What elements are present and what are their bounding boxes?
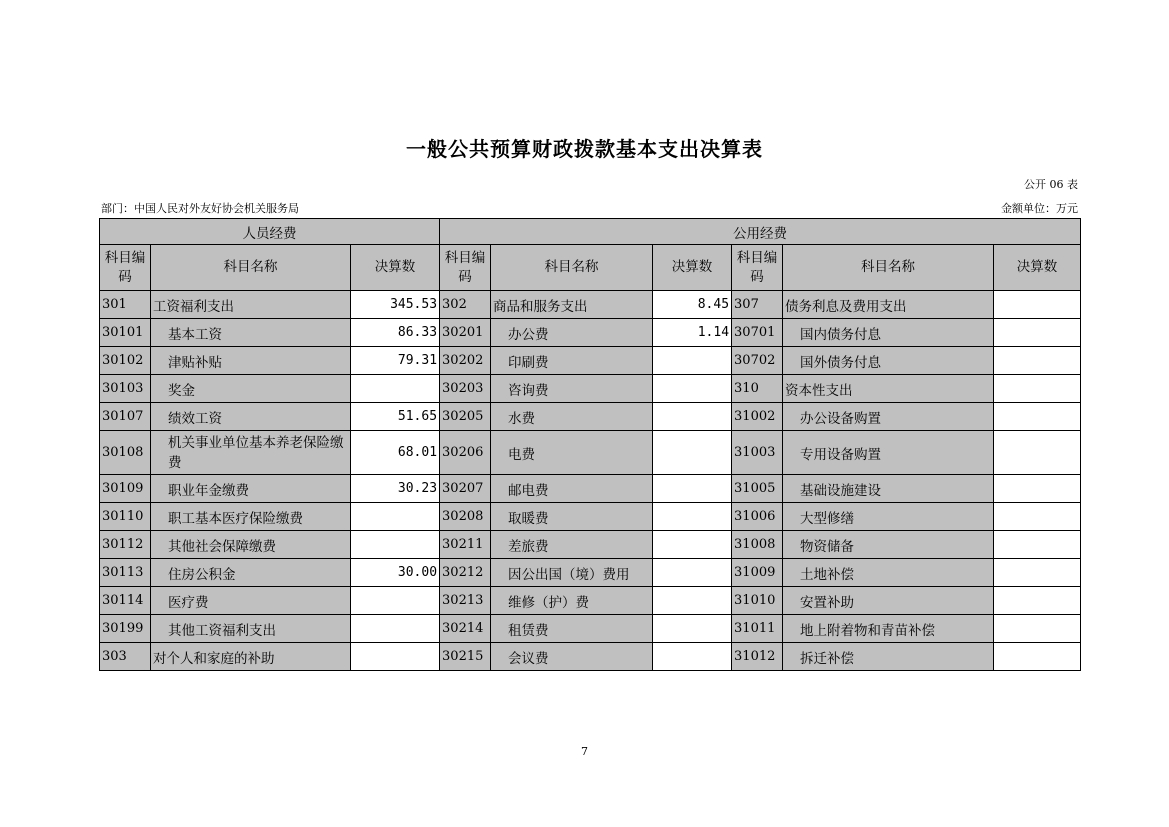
capital-code-cell: 310 xyxy=(732,375,783,403)
public-amount-cell xyxy=(653,643,732,671)
personnel-name-cell: 职工基本医疗保险缴费 xyxy=(151,503,351,531)
capital-name-cell: 地上附着物和青苗补偿 xyxy=(783,615,994,643)
header-name-2: 科目名称 xyxy=(491,245,653,291)
public-name-cell: 因公出国（境）费用 xyxy=(491,559,653,587)
public-name-cell: 咨询费 xyxy=(491,375,653,403)
capital-name-cell: 专用设备购置 xyxy=(783,431,994,475)
capital-name-cell: 土地补偿 xyxy=(783,559,994,587)
public-name-cell: 印刷费 xyxy=(491,347,653,375)
personnel-amount-cell xyxy=(351,531,440,559)
personnel-name-cell: 医疗费 xyxy=(151,587,351,615)
table-title: 一般公共预算财政拨款基本支出决算表 xyxy=(406,137,763,161)
capital-amount-cell xyxy=(994,431,1081,475)
personnel-name-cell: 职业年金缴费 xyxy=(151,475,351,503)
capital-amount-cell xyxy=(994,643,1081,671)
public-code-cell: 30211 xyxy=(440,531,491,559)
personnel-code-cell: 30199 xyxy=(100,615,151,643)
capital-code-cell: 31010 xyxy=(732,587,783,615)
table-row xyxy=(100,615,1081,643)
capital-code-cell: 30702 xyxy=(732,347,783,375)
public-name-cell: 商品和服务支出 xyxy=(491,291,653,319)
personnel-code-cell: 30112 xyxy=(100,531,151,559)
header-amount-2: 决算数 xyxy=(653,245,732,291)
header-amount-3: 决算数 xyxy=(994,245,1081,291)
header-code-2: 科目编码 xyxy=(440,245,491,291)
personnel-amount-cell: 79.31 xyxy=(351,347,440,375)
public-name-cell: 电费 xyxy=(491,431,653,475)
public-code-cell: 30214 xyxy=(440,615,491,643)
group-header-personnel: 人员经费 xyxy=(100,219,440,245)
header-code-1: 科目编码 xyxy=(100,245,151,291)
public-code-cell: 30213 xyxy=(440,587,491,615)
capital-name-cell: 办公设备购置 xyxy=(783,403,994,431)
table-row xyxy=(100,643,1081,671)
capital-code-cell: 31011 xyxy=(732,615,783,643)
personnel-name-cell: 工资福利支出 xyxy=(151,291,351,319)
table-row xyxy=(100,559,1081,587)
public-amount-cell xyxy=(653,403,732,431)
personnel-amount-cell xyxy=(351,587,440,615)
personnel-amount-cell: 86.33 xyxy=(351,319,440,347)
public-amount-cell xyxy=(653,375,732,403)
table-row xyxy=(100,403,1081,431)
personnel-amount-cell: 345.53 xyxy=(351,291,440,319)
page-number: 7 xyxy=(581,745,588,758)
personnel-code-cell: 30109 xyxy=(100,475,151,503)
capital-amount-cell xyxy=(994,375,1081,403)
public-amount-cell: 8.45 xyxy=(653,291,732,319)
personnel-name-cell: 其他工资福利支出 xyxy=(151,615,351,643)
capital-code-cell: 30701 xyxy=(732,319,783,347)
personnel-code-cell: 30110 xyxy=(100,503,151,531)
public-code-cell: 30215 xyxy=(440,643,491,671)
group-header-row xyxy=(100,219,1081,245)
header-name-1: 科目名称 xyxy=(151,245,351,291)
capital-code-cell: 31008 xyxy=(732,531,783,559)
public-code-cell: 30207 xyxy=(440,475,491,503)
capital-amount-cell xyxy=(994,559,1081,587)
public-name-cell: 租赁费 xyxy=(491,615,653,643)
capital-code-cell: 307 xyxy=(732,291,783,319)
capital-name-cell: 债务利息及费用支出 xyxy=(783,291,994,319)
public-amount-cell xyxy=(653,559,732,587)
personnel-name-cell: 其他社会保障缴费 xyxy=(151,531,351,559)
personnel-code-cell: 30102 xyxy=(100,347,151,375)
public-name-cell: 水费 xyxy=(491,403,653,431)
public-code-cell: 30205 xyxy=(440,403,491,431)
personnel-code-cell: 30113 xyxy=(100,559,151,587)
expenditure-table xyxy=(99,218,1081,671)
personnel-amount-cell: 30.23 xyxy=(351,475,440,503)
capital-amount-cell xyxy=(994,531,1081,559)
public-name-cell: 差旅费 xyxy=(491,531,653,559)
capital-name-cell: 国外债务付息 xyxy=(783,347,994,375)
capital-name-cell: 大型修缮 xyxy=(783,503,994,531)
public-amount-cell xyxy=(653,531,732,559)
capital-name-cell: 拆迁补偿 xyxy=(783,643,994,671)
personnel-amount-cell xyxy=(351,643,440,671)
public-code-cell: 30208 xyxy=(440,503,491,531)
public-code-cell: 30201 xyxy=(440,319,491,347)
public-amount-cell: 1.14 xyxy=(653,319,732,347)
public-amount-cell xyxy=(653,615,732,643)
personnel-name-cell: 津贴补贴 xyxy=(151,347,351,375)
capital-code-cell: 31009 xyxy=(732,559,783,587)
personnel-name-cell: 对个人和家庭的补助 xyxy=(151,643,351,671)
capital-amount-cell xyxy=(994,291,1081,319)
table-row xyxy=(100,347,1081,375)
personnel-code-cell: 30107 xyxy=(100,403,151,431)
form-number: 公开 06 表 xyxy=(1024,178,1078,191)
capital-amount-cell xyxy=(994,319,1081,347)
personnel-code-cell: 30114 xyxy=(100,587,151,615)
unit-label: 金额单位：万元 xyxy=(1001,202,1078,215)
public-name-cell: 维修（护）费 xyxy=(491,587,653,615)
table-row xyxy=(100,319,1081,347)
public-amount-cell xyxy=(653,587,732,615)
capital-amount-cell xyxy=(994,347,1081,375)
public-code-cell: 30203 xyxy=(440,375,491,403)
public-code-cell: 30206 xyxy=(440,431,491,475)
public-code-cell: 302 xyxy=(440,291,491,319)
column-header-row xyxy=(100,245,1081,291)
personnel-name-cell: 绩效工资 xyxy=(151,403,351,431)
capital-code-cell: 31005 xyxy=(732,475,783,503)
personnel-code-cell: 303 xyxy=(100,643,151,671)
table-row xyxy=(100,375,1081,403)
public-name-cell: 会议费 xyxy=(491,643,653,671)
public-code-cell: 30212 xyxy=(440,559,491,587)
table-row xyxy=(100,431,1081,475)
public-amount-cell xyxy=(653,503,732,531)
personnel-name-cell: 机关事业单位基本养老保险缴费 xyxy=(151,431,351,475)
department-label: 部门：中国人民对外友好协会机关服务局 xyxy=(101,202,299,215)
capital-amount-cell xyxy=(994,403,1081,431)
personnel-amount-cell: 30.00 xyxy=(351,559,440,587)
capital-code-cell: 31002 xyxy=(732,403,783,431)
public-amount-cell xyxy=(653,347,732,375)
personnel-amount-cell xyxy=(351,503,440,531)
public-amount-cell xyxy=(653,475,732,503)
header-name-3: 科目名称 xyxy=(783,245,994,291)
personnel-code-cell: 301 xyxy=(100,291,151,319)
header-code-3: 科目编码 xyxy=(732,245,783,291)
capital-name-cell: 物资储备 xyxy=(783,531,994,559)
table-row xyxy=(100,587,1081,615)
personnel-name-cell: 住房公积金 xyxy=(151,559,351,587)
capital-amount-cell xyxy=(994,475,1081,503)
capital-code-cell: 31012 xyxy=(732,643,783,671)
header-amount-1: 决算数 xyxy=(351,245,440,291)
capital-name-cell: 国内债务付息 xyxy=(783,319,994,347)
capital-code-cell: 31003 xyxy=(732,431,783,475)
table-row xyxy=(100,531,1081,559)
table-row xyxy=(100,503,1081,531)
capital-code-cell: 31006 xyxy=(732,503,783,531)
personnel-name-cell: 奖金 xyxy=(151,375,351,403)
personnel-amount-cell xyxy=(351,615,440,643)
capital-amount-cell xyxy=(994,587,1081,615)
public-code-cell: 30202 xyxy=(440,347,491,375)
personnel-amount-cell: 68.01 xyxy=(351,431,440,475)
capital-name-cell: 基础设施建设 xyxy=(783,475,994,503)
capital-amount-cell xyxy=(994,503,1081,531)
capital-name-cell: 安置补助 xyxy=(783,587,994,615)
personnel-code-cell: 30103 xyxy=(100,375,151,403)
personnel-amount-cell xyxy=(351,375,440,403)
public-name-cell: 取暖费 xyxy=(491,503,653,531)
public-name-cell: 办公费 xyxy=(491,319,653,347)
personnel-amount-cell: 51.65 xyxy=(351,403,440,431)
capital-name-cell: 资本性支出 xyxy=(783,375,994,403)
personnel-name-cell: 基本工资 xyxy=(151,319,351,347)
public-amount-cell xyxy=(653,431,732,475)
personnel-code-cell: 30101 xyxy=(100,319,151,347)
personnel-code-cell: 30108 xyxy=(100,431,151,475)
group-header-public: 公用经费 xyxy=(440,219,1081,245)
table-row xyxy=(100,475,1081,503)
capital-amount-cell xyxy=(994,615,1081,643)
table-row xyxy=(100,291,1081,319)
public-name-cell: 邮电费 xyxy=(491,475,653,503)
